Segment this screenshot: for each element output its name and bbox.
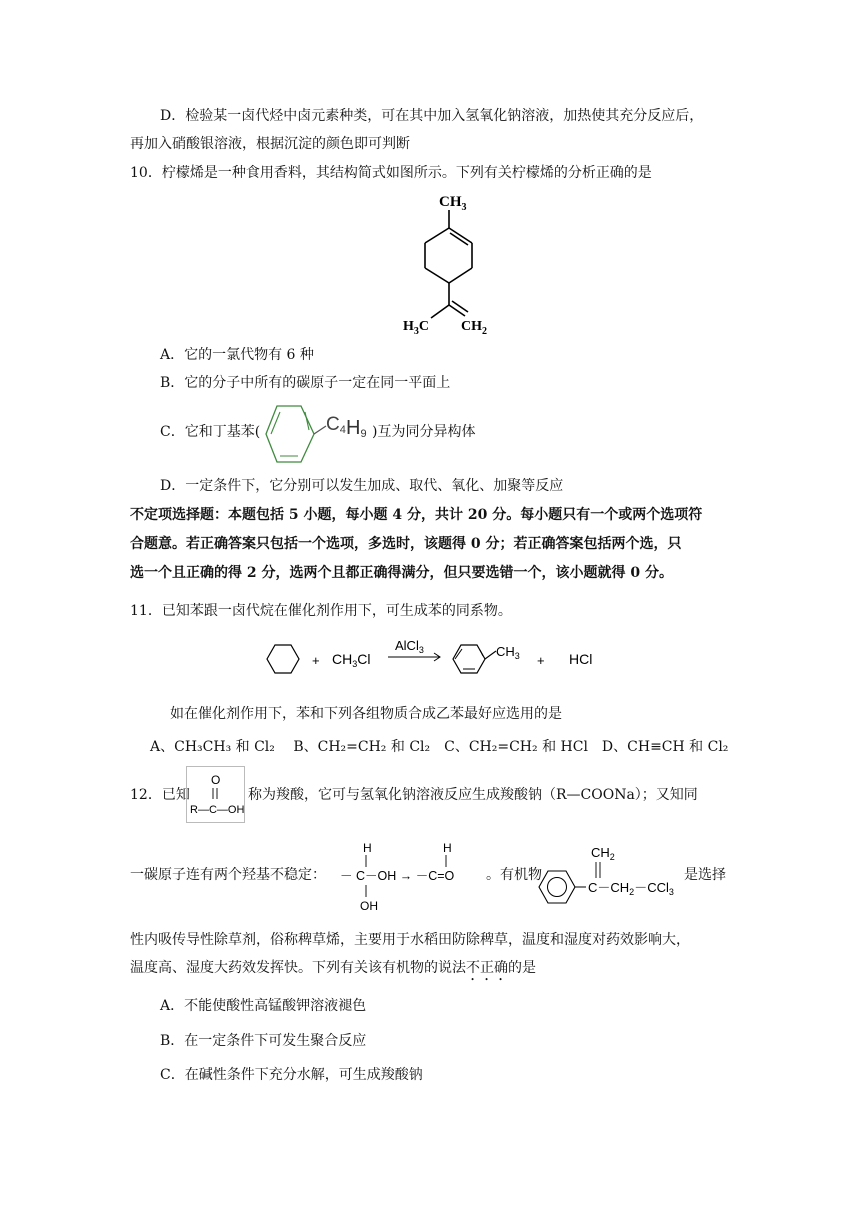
limonene-ch3-label: $CH_3$ (439, 194, 467, 213)
svg-text:OH: OH (360, 899, 378, 913)
q10-option-a: A．它的一氯代物有 6 种 (160, 347, 314, 363)
q11-stem: 11．已知苯跟一卤代烷在催化剂作用下，可生成苯的同系物。 (130, 603, 512, 619)
svg-text:C－CH2－CCl3: $C-CH_2-CCl_3$ (588, 880, 674, 897)
friedel-crafts-reaction (260, 636, 630, 682)
section-instructions-line1: 不定项选择题：本题包括 5 小题，每小题 4 分，共计 20 分。每小题只有一个或两个选项符 (130, 507, 703, 523)
q12-option-b: B．在一定条件下可发生聚合反应 (160, 1033, 367, 1049)
q11-question: 如在催化剂作用下，苯和下列各组物质合成乙苯最好应选用的是 (170, 706, 562, 722)
reagent-ch3cl: $CH_3Cl$ (332, 651, 371, 669)
limonene-h3c-label: $H_3C$ (403, 319, 430, 337)
q12-line2-prefix: 一碳原子连有两个羟基不稳定： (130, 867, 326, 883)
svg-text:H: H (363, 841, 372, 855)
svg-text:－ C－OH → －C=O: － C－OH → －C=O (340, 869, 455, 883)
q12-option-c: C．在碱性条件下充分水解，可生成羧酸钠 (160, 1067, 423, 1083)
q12-line2-mid: 。有机物 (486, 867, 542, 883)
q12-prefix: 12．已知 (130, 787, 190, 803)
section-instructions-line2: 合题意。若正确答案只包括一个选项，多选时，该题得 0 分；若正确答案包括两个选，只 (130, 536, 682, 552)
butylbenzene-structure (258, 402, 348, 466)
q12-line1-suffix: 称为羧酸，它可与氢氧化钠溶液反应生成羧酸钠（R—COONa）；又知同 (248, 787, 698, 803)
methyl-group: $CH_3$ (496, 644, 520, 661)
q9-option-d-line2: 再加入硝酸银溶液，根据沉淀的颜色即可判断 (130, 136, 410, 152)
q11-options: A、CH₃CH₃ 和 Cl₂ B、CH₂=CH₂ 和 Cl₂ C、CH₂=CH₂ 和 HCl D、CH≡CH 和 Cl₂ (150, 739, 729, 755)
catalyst-alcl3: AlCl$_3$ (395, 638, 424, 655)
acid-oxygen: O (211, 773, 221, 787)
butyl-group-label: C4 (326, 414, 346, 436)
gem-diol-structure (340, 840, 490, 916)
q10-stem: 10．柠檬烯是一种食用香料，其结构简式如图所示。下列有关柠檬烯的分析正确的是 (130, 165, 652, 181)
svg-text:H9: H9 (346, 417, 367, 440)
q12-option-a: A．不能使酸性高锰酸钾溶液褪色 (160, 998, 367, 1014)
carboxylic-acid-structure (186, 766, 246, 824)
q10-option-b: B．它的分子中所有的碳原子一定在同一平面上 (160, 375, 451, 391)
q10-option-c-prefix: C．它和丁基苯( (160, 424, 261, 440)
svg-text:H: H (443, 841, 452, 855)
q10-option-d: D．一定条件下，它分别可以发生加成、取代、氧化、加聚等反应 (160, 478, 564, 494)
plus-sign-2: + (537, 653, 545, 668)
organic-compound-structure (535, 842, 695, 912)
q12-line2-suffix: 是选择 (684, 867, 726, 883)
acid-formula: R—C—OH (190, 804, 245, 816)
q12-line4: 温度高、湿度大药效发挥快。下列有关该有机物的说法不正确的是 (130, 960, 536, 976)
plus-sign: + (312, 653, 320, 668)
emphasis-not-correct: 不正确 (466, 960, 508, 976)
svg-text:CH2: $CH_2$ (591, 845, 615, 862)
q10-option-c-suffix: )互为同分异构体 (372, 424, 476, 440)
product-hcl: HCl (569, 651, 593, 667)
section-instructions-line3: 选一个且正确的得 2 分，选两个且都正确得满分，但只要选错一个，该小题就得 0 分。 (130, 565, 673, 581)
q9-option-d-line1: D．检验某一卤代烃中卤元素种类，可在其中加入氢氧化钠溶液，加热使其充分反应后， (160, 108, 704, 124)
limonene-ch2-label: $CH_2$ (461, 319, 487, 337)
limonene-structure (395, 188, 505, 338)
q12-line3: 性内吸传导性除草剂，俗称稗草烯，主要用于水稻田防除稗草，温度和湿度对药效影响大， (130, 932, 690, 948)
